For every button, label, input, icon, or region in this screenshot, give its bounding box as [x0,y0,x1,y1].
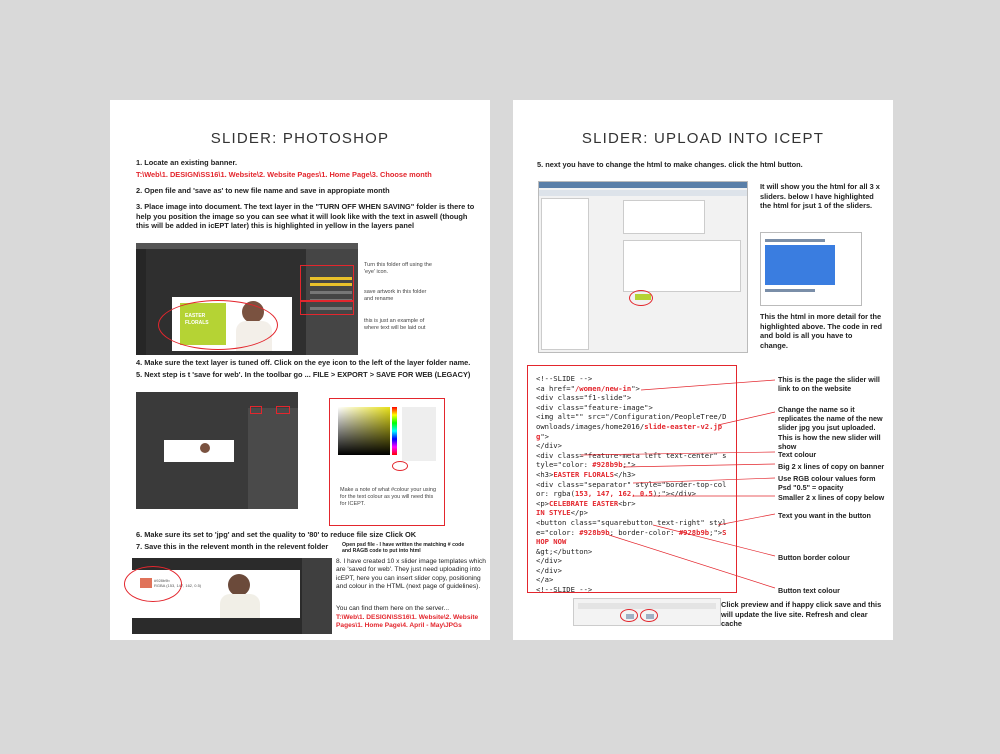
tree-panel [541,198,589,350]
layers-panel [302,558,332,634]
colour-field [338,407,390,455]
step-1: 1. Locate an existing banner. [136,158,238,167]
page-title: SLIDER: PHOTOSHOP [210,130,390,147]
note-sliders: It will show you the html for all 3 x sliders. below I have highlighted the html for jsut 1 of the sliders. [760,182,880,211]
highlight-folder [300,301,354,315]
preview-note: Click preview and if happy click save and this will update the live site. Refresh and clear cache [721,600,882,629]
step-5: 5. next you have to change the html to make changes. click the html button. [537,160,803,169]
sub-copy-1: CELEBRATE EASTER [548,498,619,508]
highlight-format [250,406,262,414]
annotation-rgb: Use RGB colour values form Psd "0.5" = opacity [778,474,876,493]
annotation-button-text-colour: Button text colour [778,586,840,595]
highlight-save [640,609,658,622]
note-eye: Turn this folder off using the 'eye' icon. [364,262,432,275]
model-head [228,574,250,596]
properties-panel [623,200,705,234]
annotation-small-copy: Smaller 2 x lines of copy below [778,493,885,502]
preview-image [164,440,234,462]
html-editor [623,240,741,292]
template-canvas: #928b9b RGBA (153, 147, 162, 0.5) [132,570,300,618]
note-detail: This the html in more detail for the highlighted above. The code in red and bold is all you have to change. [760,312,882,350]
highlight-preview [620,609,638,622]
annotation-text-colour: Text colour [778,450,817,459]
annotation-button-text: Text you want in the button [778,511,871,520]
annotation-image: Change the name so it replicates the name of the new slider jpg you jsut uploaded. This is how the new slider will show [778,405,883,451]
step-8-path: T:\Web\1. DESIGN\SS16\1. Website\2. Website Pages\1. Home Page\4. April - May\JPGs [336,614,479,630]
step-5: 5. Next step is t 'save for web'. In the toolbar go ... FILE > EXPORT > SAVE FOR WEB (LEGACY) [136,370,471,379]
note-colour: Make a note of what #colour your using for the text colour as you will need this for ICEPT. [340,487,437,507]
button-border-colour: #928b9b [678,527,710,537]
icept-screenshot [538,181,748,353]
colour-values [402,407,436,461]
rgba-value: 153, 147, 162, 0.5 [574,489,653,499]
note-psd: Open psd file - I have written the matching # code and RAGB code to put into html [342,542,465,555]
step-8-b: You can find them here on the server... [336,605,450,612]
html-code-block: <!--SLIDE --> <a href="/women/new-in"> <div class="f1-slide"> <div class="feature-image"> <img alt="" src="/Configuration/PeopleTree/Downloads/images/home2016/slide-easter-v2.jpg"> </div> <div class="feature-meta left text-center" style="color: #928b9b;"> <h3>EASTER FLORALS</h3> <div class="separator" style="border-top-color: rgba(153, 147, 162, 0.5);"></div> <p>CELEBRATE EASTER<br> IN STYLE</p> <button class="squarebutton text-right" style="color: #928b9b; border-color: #928b9b;">SHOP NOW &gt;</button> </div> </div> </a> <!--SLIDE --> [527,365,737,593]
button-text: SHOP NOW [536,527,727,547]
save-for-web-screenshot [136,392,298,509]
step-3: 3. Place image into document. The text layer in the "TURN OFF WHEN SAVING" folder is there to help you position the image so you can see what it will look like with the text in aswell (though this will be added in icEPT later) this is highlighted in yellow in the layers panel [136,202,475,231]
heading-copy: EASTER FLORALS [553,469,614,479]
text-colour: #928b9b [592,460,623,470]
title-bar [539,182,747,188]
step-8: 8. I have created 10 x slider image templates which are 'saved for web'. They just need uploading into icEPT, here you can insert slider copy, positioning and colour in the HTML (next page of guidelines). [336,558,486,591]
annotation-link: This is the page the slider will link to on the website [778,375,880,394]
page-photoshop [110,100,490,640]
hue-slider [392,407,397,455]
sub-copy-2: IN STYLE [536,508,571,518]
step-7: 7. Save this in the relevent month in the relevent folder [136,542,329,551]
step-2: 2. Open file and 'save as' to new file name and save in appropiate month [136,186,390,195]
highlighted-code [765,245,835,285]
link-url: /women/new-in [574,383,632,393]
highlight-swatch [124,566,182,602]
html-view-thumbnail [760,232,862,306]
note-example: this is just an example of where text will be laid out [364,318,426,331]
image-filename: slide-easter-v2.jpg [536,421,723,441]
tools-panel [136,249,146,355]
settings-panel [248,408,298,509]
page-upload [513,100,893,640]
annotation-big-copy: Big 2 x lines of copy on banner [778,462,885,471]
step-4: 4. Make sure the text layer is tuned off. Click on the eye icon to the left of the layer folder name. [136,358,471,367]
highlight-canvas [158,300,278,350]
highlight-layers [300,265,354,301]
annotation-border-colour: Button border colour [778,553,850,562]
step-1-path: T:\Web\1. DESIGN\SS16\1. Website\2. Website Pages\1. Home Page\3. Choose month [136,170,432,179]
button-text-colour: #928b9b [579,527,610,537]
highlight-quality [276,406,290,414]
note-save: save artwork in this folder and rename [364,289,427,302]
text-placeholder-block: EASTER FLORALS [180,303,226,345]
page-title: SLIDER: UPLOAD INTO ICEPT [581,130,825,147]
toolbar [539,190,747,196]
model-body [220,594,260,618]
highlight-hex [392,461,408,471]
step-6: 6. Make sure its set to 'jpg' and set the quality to '80' to reduce file size Click OK [136,530,417,539]
highlight-html-button [629,290,653,306]
